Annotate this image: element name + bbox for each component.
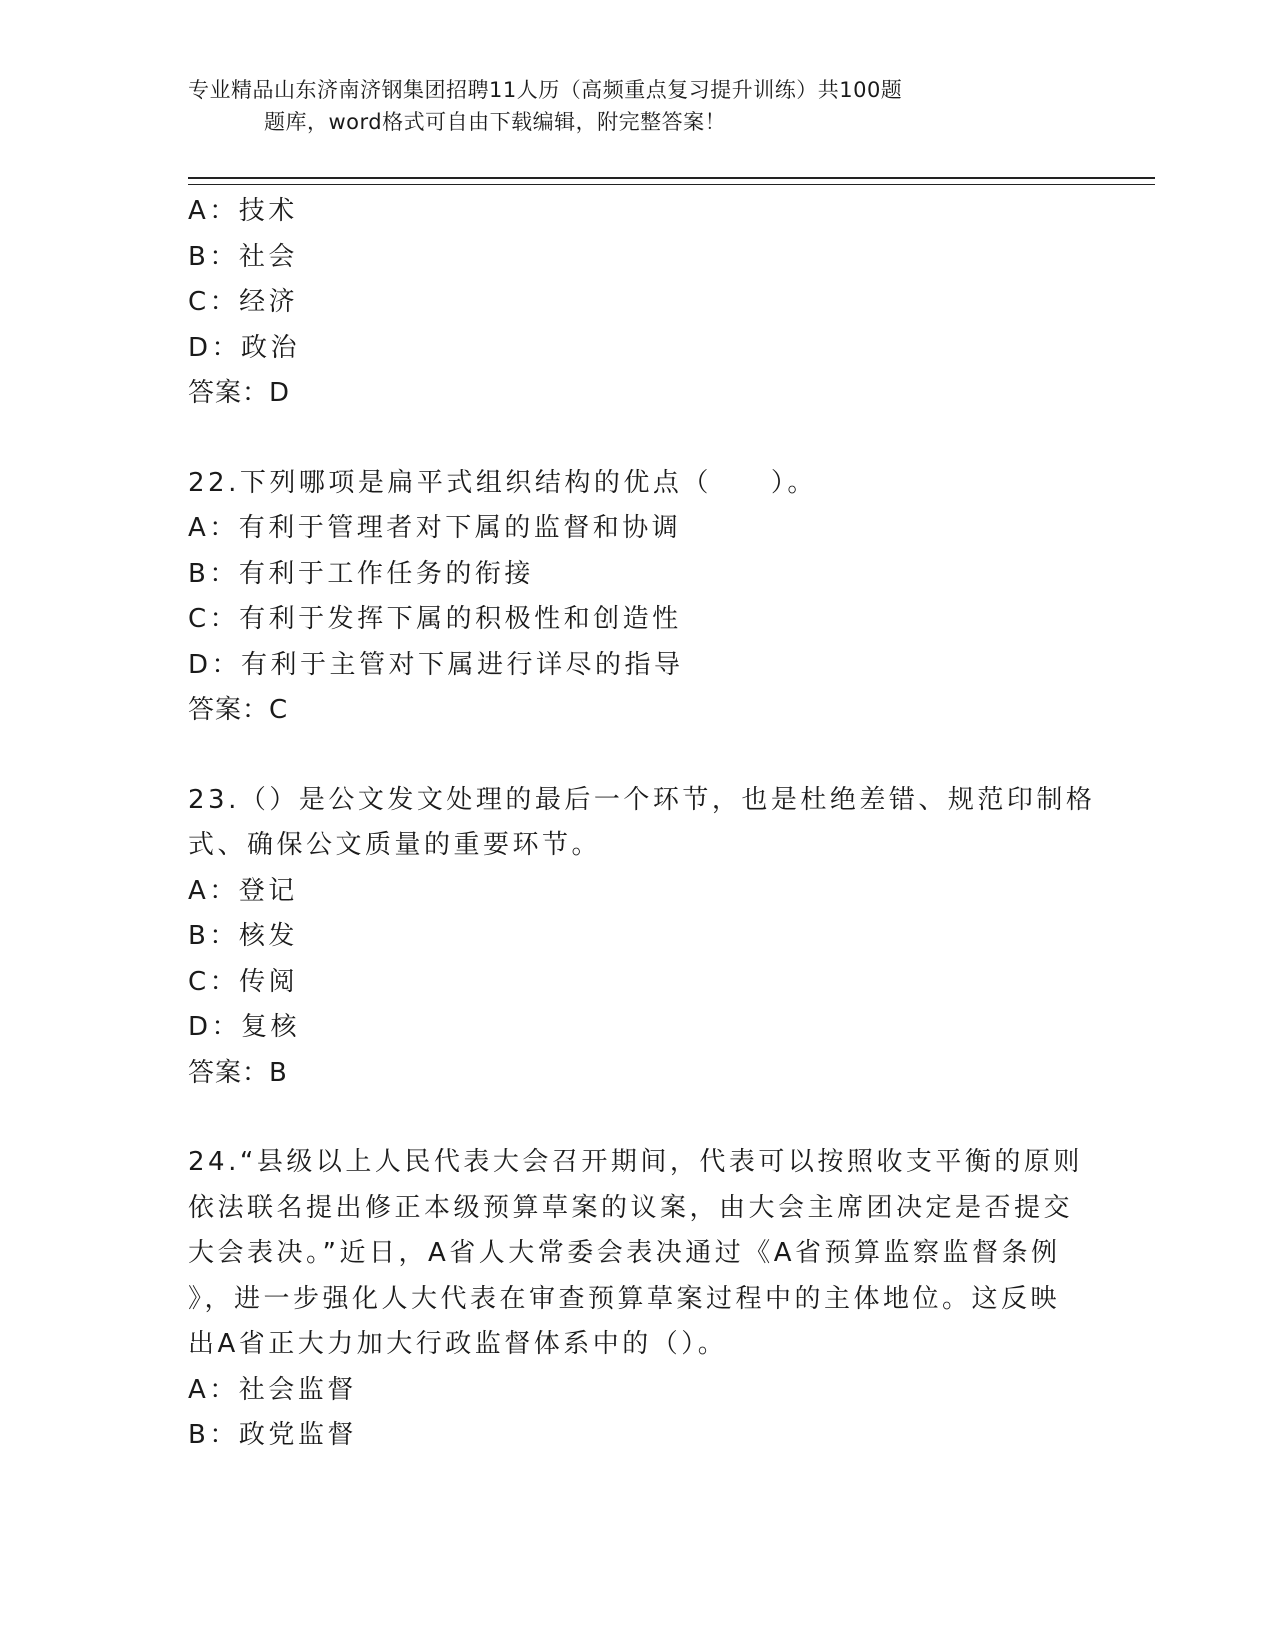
option-d: D：有利于主管对下属进行详尽的指导	[188, 649, 684, 680]
question-text-line: 24.“县级以上人民代表大会召开期间，代表可以按照收支平衡的原则	[188, 1147, 1083, 1177]
option-b: B：核发	[188, 921, 298, 951]
header-divider	[188, 177, 1155, 185]
question-content	[188, 189, 1096, 1459]
option-c: C：有利于发挥下属的积极性和创造性	[188, 604, 682, 634]
option-a: A：有利于管理者对下属的监督和协调	[188, 513, 682, 543]
spacer	[188, 1096, 1088, 1140]
option-d: D：复核	[188, 1012, 301, 1042]
spacer	[188, 417, 1088, 461]
page-header	[188, 74, 1088, 138]
question-text-line: 》，进一步强化人大代表在审查预算草案过程中的主体地位。这反映	[188, 1283, 1061, 1314]
question-text-line: 依法联名提出修正本级预算草案的议案，由大会主席团决定是否提交	[188, 1192, 1074, 1223]
option-b: B：有利于工作任务的衔接	[188, 558, 534, 589]
answer: 答案：C	[188, 695, 289, 725]
question-text-line: 大会表决。”近日，A省人大常委会表决通过《A省预算监察监督条例	[188, 1238, 1061, 1268]
question-text-line: 23.（）是公文发文处理的最后一个环节，也是杜绝差错、规范印制格	[188, 784, 1096, 815]
question-23	[188, 778, 1096, 1097]
question-21	[188, 189, 1088, 417]
option-a: A：登记	[188, 875, 298, 906]
option-a: A：技术	[188, 196, 298, 226]
question-text-line: 式、确保公文质量的重要环节。	[188, 830, 602, 860]
question-text-line: 出A省正大力加大行政监督体系中的（）。	[188, 1329, 728, 1359]
spacer	[188, 734, 1088, 778]
question-text: 22.下列哪项是扁平式组织结构的优点（ ）。	[188, 467, 817, 498]
question-22	[188, 461, 1088, 734]
header-line-2: 题库，word格式可自由下载编辑，附完整答案！	[264, 110, 727, 134]
option-c: C：传阅	[188, 966, 299, 997]
option-a: A：社会监督	[188, 1374, 357, 1405]
answer: 答案：D	[188, 378, 291, 408]
option-b: B：社会	[188, 241, 298, 272]
answer: 答案：B	[188, 1057, 288, 1088]
option-d: D：政治	[188, 332, 301, 363]
header-line-1: 专业精品山东济南济钢集团招聘11人历（高频重点复习提升训练）共100题	[188, 78, 903, 102]
option-b: B：政党监督	[188, 1420, 357, 1450]
option-c: C：经济	[188, 287, 299, 317]
question-24	[188, 1140, 1088, 1459]
